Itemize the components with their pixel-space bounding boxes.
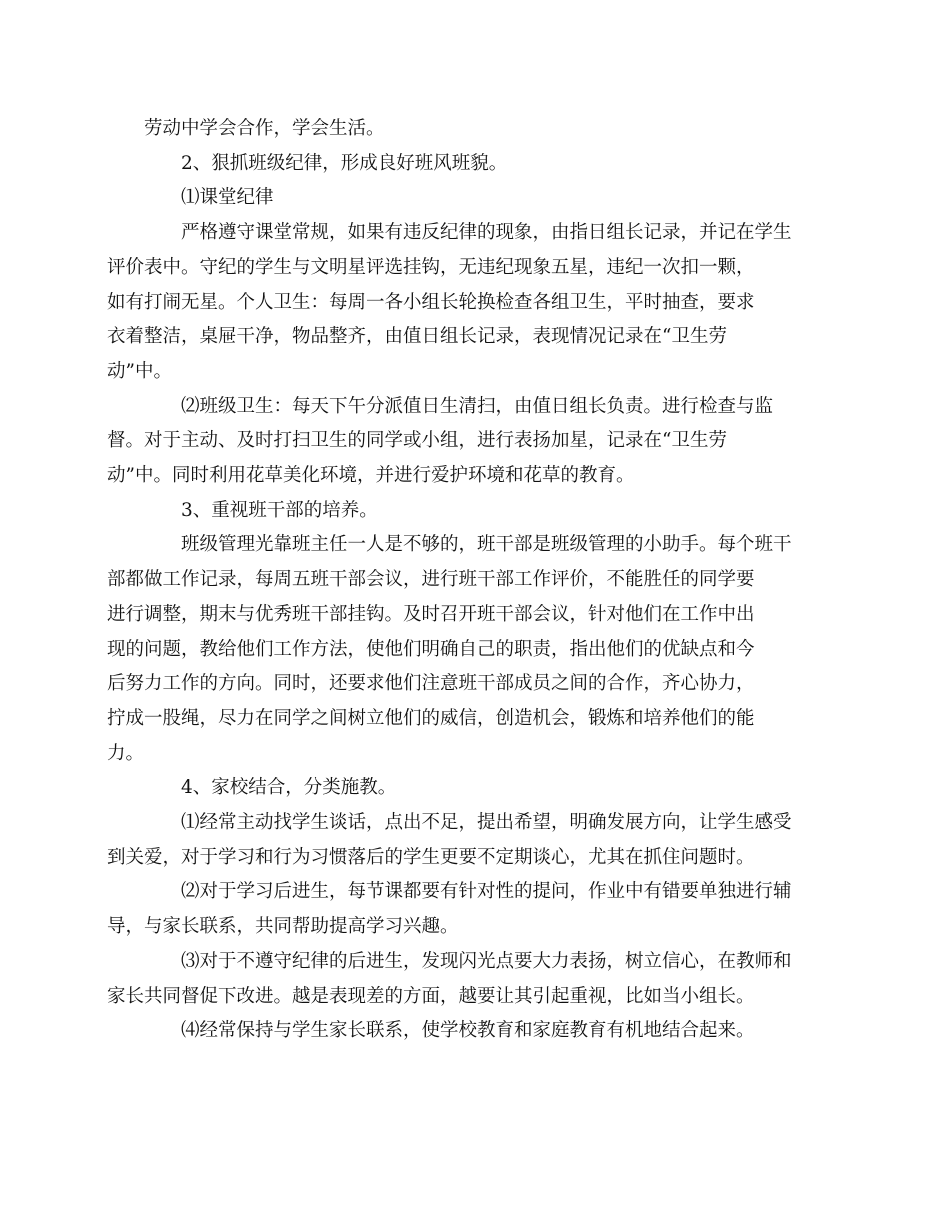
text-line: 力。 <box>107 742 145 764</box>
text-line: 衣着整洁，桌屉干净，物品整齐，由值日组长记录，表现情况记录在“卫生劳 <box>107 326 727 348</box>
text-line: 劳动中学会合作，学会生活。 <box>144 118 385 139</box>
text-line: 4、家校结合，分类施教。 <box>181 777 397 799</box>
section-heading-home-school <box>144 771 806 806</box>
text-line: 家长共同督促下改进。越是表现差的方面，越要让其引起重视，比如当小组长。 <box>107 985 755 1007</box>
section-heading-cadre-training <box>144 494 806 529</box>
subheading-classroom-discipline <box>144 181 806 216</box>
text-line: ⑶对于不遵守纪律的后进生，发现闪光点要大力表扬，树立信心，在教师和 <box>181 950 792 972</box>
paragraph-underachievers-discipline <box>107 945 806 1014</box>
paragraph-classroom-rules <box>107 216 806 390</box>
text-line: 动”中。同时利用花草美化环境，并进行爱护环境和花草的教育。 <box>107 465 635 487</box>
text-line: 到关爱，对于学习和行为习惯落后的学生更要不定期谈心，尤其在抓住问题时。 <box>107 846 755 868</box>
text-line: 后努力工作的方向。同时，还要求他们注意班干部成员之间的合作，齐心协力， <box>107 673 755 695</box>
text-line: 3、重视班干部的培养。 <box>181 499 378 521</box>
text-line: 动”中。 <box>107 360 172 382</box>
text-line: ⑴课堂纪律 <box>181 187 274 209</box>
paragraph-class-hygiene <box>107 390 806 494</box>
text-line: ⑷经常保持与学生家长联系，使学校教育和家庭教育有机地结合起来。 <box>181 1020 755 1042</box>
text-line: 班级管理光靠班主任一人是不够的，班干部是班级管理的小助手。每个班干 <box>181 534 792 556</box>
text-line: 严格遵守课堂常规，如果有违反纪律的现象，由指日组长记录，并记在学生 <box>181 222 792 244</box>
text-line: 2、狠抓班级纪律，形成良好班风班貌。 <box>181 152 508 174</box>
text-line: 导，与家长联系，共同帮助提高学习兴趣。 <box>107 916 459 938</box>
text-line: ⑵对于学习后进生，每节课都要有针对性的提问，作业中有错要单独进行辅 <box>181 881 792 903</box>
text-line: 督。对于主动、及时打扫卫生的同学或小组，进行表扬加星，记录在“卫生劳 <box>107 430 727 452</box>
paragraph-continuation <box>144 112 806 147</box>
paragraph-parent-contact <box>144 1014 806 1049</box>
text-line: ⑵班级卫生：每天下午分派值日生清扫，由值日组长负责。进行检查与监 <box>181 395 774 417</box>
text-line: 部都做工作记录，每周五班干部会议，进行班干部工作评价，不能胜任的同学要 <box>107 569 755 591</box>
paragraph-student-talks <box>107 806 806 875</box>
text-line: 现的问题，教给他们工作方法，使他们明确自己的职责，指出他们的优缺点和今 <box>107 638 755 660</box>
text-line: ⑴经常主动找学生谈话，点出不足，提出希望，明确发展方向，让学生感受 <box>181 812 792 834</box>
document-body <box>107 112 806 1049</box>
paragraph-class-cadres <box>107 528 806 771</box>
text-line: 如有打闹无星。个人卫生：每周一各小组长轮换检查各组卫生，平时抽查，要求 <box>107 291 755 313</box>
text-line: 拧成一股绳，尽力在同学之间树立他们的威信，创造机会，锻炼和培养他们的能 <box>107 707 755 729</box>
section-heading-class-discipline <box>144 147 806 182</box>
text-line: 评价表中。守纪的学生与文明星评选挂钩，无违纪现象五星，违纪一次扣一颗， <box>107 256 755 278</box>
paragraph-underachievers-study <box>107 875 806 944</box>
text-line: 进行调整，期末与优秀班干部挂钩。及时召开班干部会议，针对他们在工作中出 <box>107 603 755 625</box>
